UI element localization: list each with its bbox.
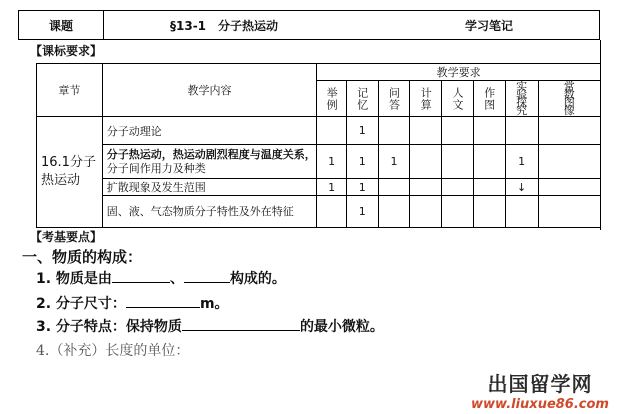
mark-r2-c3: 1 [378, 145, 410, 179]
mark-r3-c8 [538, 179, 601, 196]
question-2 [36, 293, 229, 313]
mark-r2-c1: 1 [317, 145, 347, 179]
mark-r2-c4 [410, 145, 442, 179]
mark-r2-c2: 1 [346, 145, 378, 179]
question-1 [36, 268, 286, 288]
req-col-constants: 常数图像 [563, 79, 575, 117]
question-2-end: m。 [199, 296, 229, 312]
blank-1b[interactable] [184, 268, 230, 283]
lesson-title-text: §13-1 分子热运动 [170, 18, 279, 33]
question-1-end: 构成的。 [229, 271, 286, 287]
blank-1a[interactable] [112, 268, 170, 283]
mark-r3-c5 [442, 179, 474, 196]
content-row-2-bold: 分子热运动，热运动剧烈程度与温度关系， [106, 147, 316, 161]
mark-r1-c4 [410, 117, 442, 145]
mark-r3-c7: ↓ [505, 179, 538, 196]
mark-r2-c6 [473, 145, 505, 179]
lesson-title [104, 11, 600, 40]
question-3-end: 的最小微粒。 [299, 319, 384, 335]
question-3 [36, 316, 384, 336]
req-col-humanity: 人文 [451, 86, 465, 111]
mark-r1-c7 [505, 117, 538, 145]
mark-r3-c4 [410, 179, 442, 196]
watermark-title: 出国留学网 [487, 372, 593, 396]
content-row-3: 扩散现象及发生范围 [102, 179, 317, 196]
mark-r4-c3 [378, 196, 410, 228]
mark-r3-c6 [473, 179, 505, 196]
mark-r1-c2: 1 [346, 117, 378, 145]
requirements-table [36, 63, 601, 228]
req-col-calc: 计算 [419, 86, 433, 111]
mark-r3-c3 [378, 179, 410, 196]
section-title-key-points: 【考基要点】 [30, 230, 103, 244]
question-1-sep: 、 [169, 271, 184, 287]
question-4: 4.（补充）长度的单位： [36, 343, 190, 359]
content-row-2 [102, 145, 317, 179]
mark-r3-c1: 1 [317, 179, 347, 196]
question-1-start: 1. 物质是由 [36, 271, 112, 287]
mark-r1-c1 [317, 117, 347, 145]
mark-r1-c6 [473, 117, 505, 145]
req-col-experiment: 实验探究 [516, 79, 528, 117]
header-label-topic: 课题 [19, 11, 104, 40]
blank-2[interactable] [126, 293, 200, 308]
content-row-2-rest: 分子间作用力及种类 [106, 161, 206, 175]
col-header-content: 教学内容 [102, 64, 317, 117]
watermark [470, 368, 610, 412]
mark-r4-c6 [473, 196, 505, 228]
blank-3[interactable] [182, 316, 300, 331]
header-table [18, 10, 600, 40]
mark-r1-c3 [378, 117, 410, 145]
mark-r4-c2: 1 [346, 196, 378, 228]
question-2-start: 2. 分子尺寸： [36, 296, 126, 312]
mark-r4-c5 [442, 196, 474, 228]
question-3-start: 3. 分子特点：保持物质 [36, 319, 182, 335]
col-header-requirements: 教学要求 [317, 64, 601, 81]
heading-matter-composition: 一、物质的构成： [22, 248, 143, 266]
mark-r1-c8 [538, 117, 601, 145]
mark-r1-c5 [442, 117, 474, 145]
col-header-chapter: 章节 [37, 64, 103, 117]
header-label-notes: 学习笔记 [464, 18, 513, 33]
req-col-example: 举例 [325, 86, 339, 111]
content-row-4: 固、液、气态物质分子特性及外在特征 [102, 196, 317, 228]
mark-r2-c7: 1 [505, 145, 538, 179]
mark-r4-c7 [505, 196, 538, 228]
req-col-memory: 记忆 [355, 86, 369, 111]
mark-r4-c1 [317, 196, 347, 228]
req-col-drawing: 作图 [482, 86, 496, 111]
mark-r2-c5 [442, 145, 474, 179]
section-title-requirements: 【课标要求】 [30, 44, 103, 58]
chapter-cell: 16.1分子热运动 [37, 117, 103, 228]
mark-r4-c8 [538, 196, 601, 228]
watermark-url: www.liuxue86.com [471, 397, 609, 412]
req-col-qa: 问答 [387, 86, 401, 111]
content-row-1: 分子动理论 [102, 117, 317, 145]
mark-r2-c8 [538, 145, 601, 179]
mark-r4-c4 [410, 196, 442, 228]
mark-r3-c2: 1 [346, 179, 378, 196]
